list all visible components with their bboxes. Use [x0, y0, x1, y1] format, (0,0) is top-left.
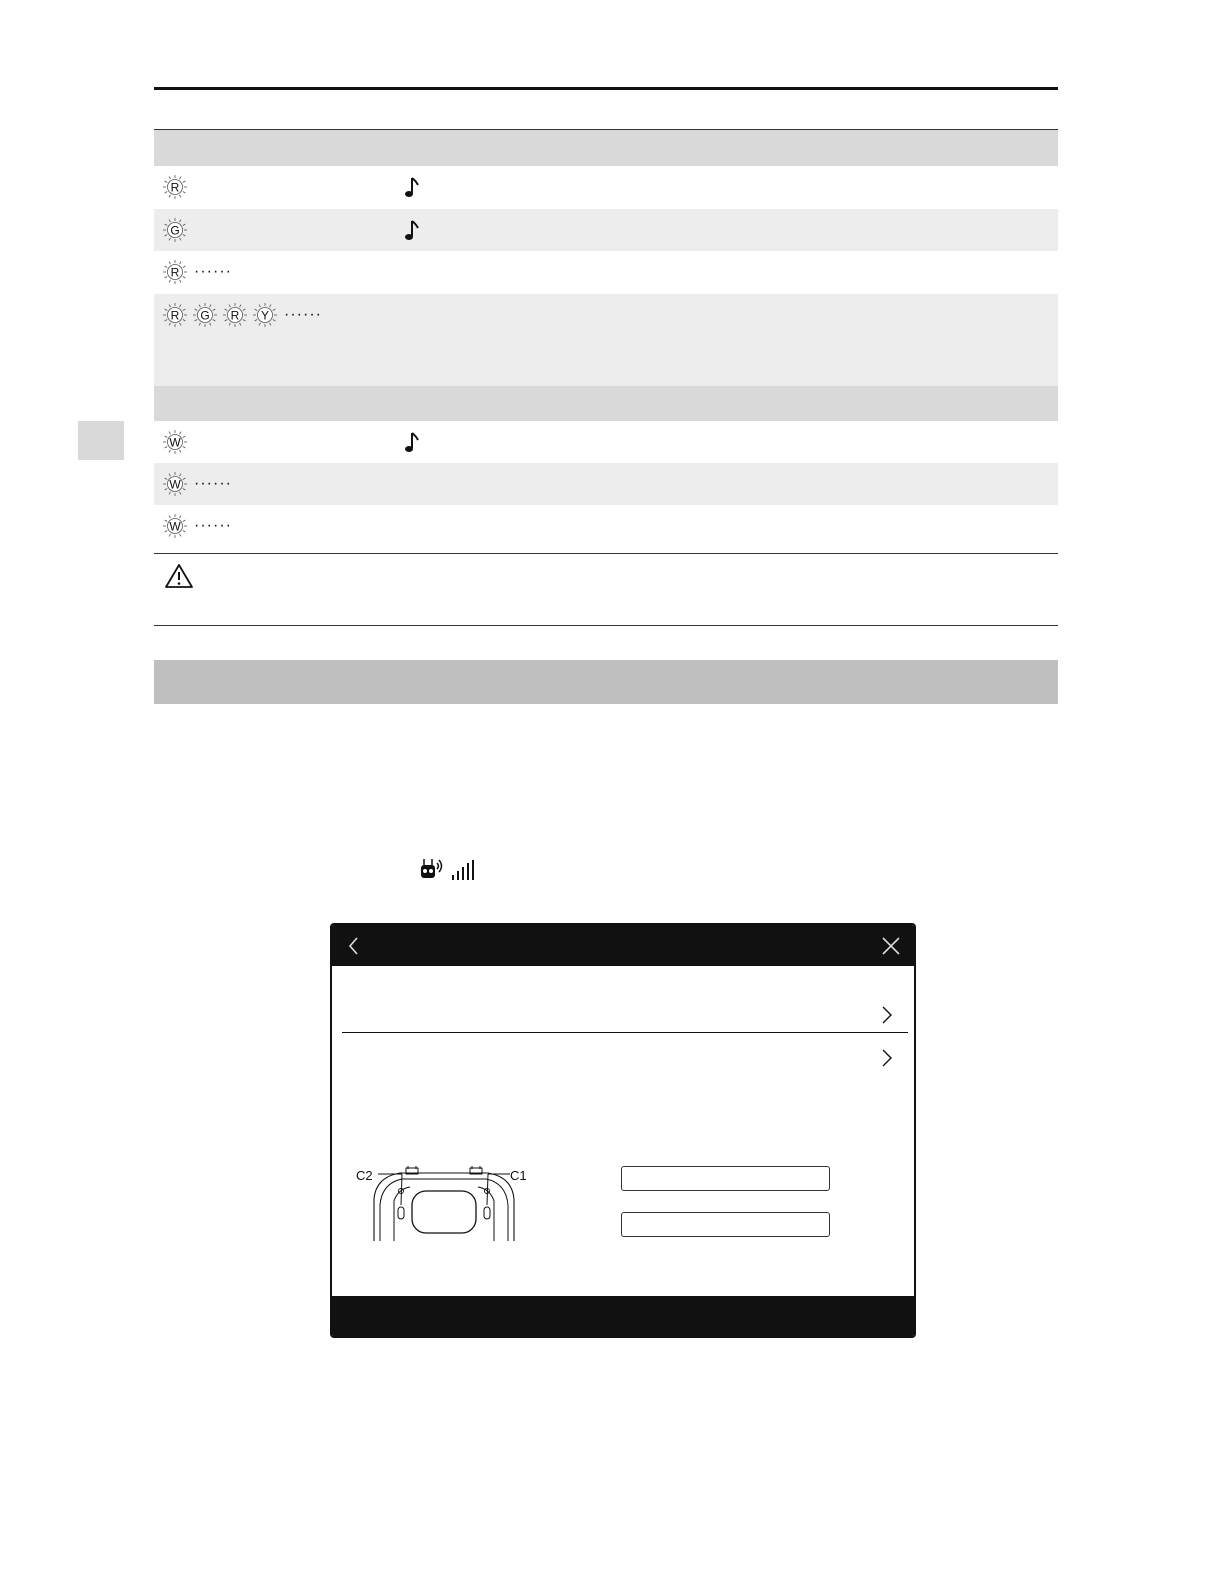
music-note-icon [404, 218, 424, 242]
table-section-header-1 [154, 130, 1058, 166]
led-indicator-icon [162, 513, 188, 539]
remote-controller-diagram [354, 1161, 534, 1248]
svg-text:W: W [169, 435, 181, 450]
section-heading-bar [154, 660, 1058, 704]
table-row [154, 421, 1058, 463]
led-indicator-icon [222, 302, 248, 328]
close-icon [880, 935, 902, 957]
led-pattern [162, 217, 188, 243]
status-icons [418, 857, 476, 886]
table-section-1 [154, 166, 1058, 386]
led-pattern [162, 259, 232, 285]
led-indicator-icon [192, 302, 218, 328]
screen-bottom-bar [332, 1296, 914, 1336]
chapter-side-tab [78, 421, 124, 460]
settings-menu-item-1[interactable] [342, 995, 908, 1035]
table-row [154, 505, 1058, 555]
table-row [154, 294, 1058, 386]
blink-repeat-dots: ······ [194, 263, 232, 280]
back-button[interactable] [344, 935, 364, 957]
music-note-icon [404, 430, 424, 454]
blink-repeat-dots: ······ [284, 306, 322, 323]
led-indicator-icon [162, 471, 188, 497]
blink-repeat-dots: ······ [194, 475, 232, 492]
c2-function-select[interactable] [621, 1212, 830, 1237]
close-button[interactable] [880, 935, 902, 957]
table-row [154, 166, 1058, 209]
chevron-left-icon [344, 935, 364, 957]
blink-repeat-dots: ······ [194, 517, 232, 534]
note-bottom-rule [154, 625, 1058, 626]
svg-text:R: R [170, 265, 180, 280]
c1-function-select[interactable] [621, 1166, 830, 1191]
menu-divider [342, 1032, 908, 1033]
led-indicator-icon [162, 302, 188, 328]
c2-label: C2 [356, 1168, 373, 1183]
warning-icon [164, 563, 194, 594]
screen-title-bar [332, 925, 914, 966]
settings-menu-item-2[interactable] [342, 1038, 908, 1078]
svg-text:G: G [200, 308, 210, 323]
app-settings-screen [330, 923, 916, 1338]
led-indicator-icon [162, 429, 188, 455]
led-pattern [162, 429, 188, 455]
led-pattern [162, 174, 188, 200]
signal-bars-icon [450, 859, 476, 886]
remote-controller-icon [418, 857, 446, 886]
led-pattern [162, 302, 322, 328]
table-row [154, 463, 1058, 505]
note-top-rule [154, 553, 1058, 554]
top-rule [154, 87, 1058, 90]
c1-label: C1 [510, 1168, 527, 1183]
svg-text:R: R [230, 308, 240, 323]
led-pattern [162, 513, 232, 539]
music-note-icon [404, 175, 424, 199]
table-row [154, 209, 1058, 251]
led-status-table [154, 129, 1058, 555]
chevron-right-icon [880, 1005, 894, 1025]
svg-text:W: W [169, 519, 181, 534]
svg-text:W: W [169, 477, 181, 492]
led-indicator-icon [252, 302, 278, 328]
table-section-2 [154, 421, 1058, 555]
table-section-header-2 [154, 386, 1058, 421]
led-indicator-icon [162, 217, 188, 243]
svg-text:R: R [170, 180, 180, 195]
table-row [154, 251, 1058, 294]
svg-text:Y: Y [260, 308, 270, 323]
led-pattern [162, 471, 232, 497]
chevron-right-icon [880, 1048, 894, 1068]
svg-text:G: G [170, 223, 180, 238]
led-indicator-icon [162, 259, 188, 285]
led-indicator-icon [162, 174, 188, 200]
svg-text:R: R [170, 308, 180, 323]
